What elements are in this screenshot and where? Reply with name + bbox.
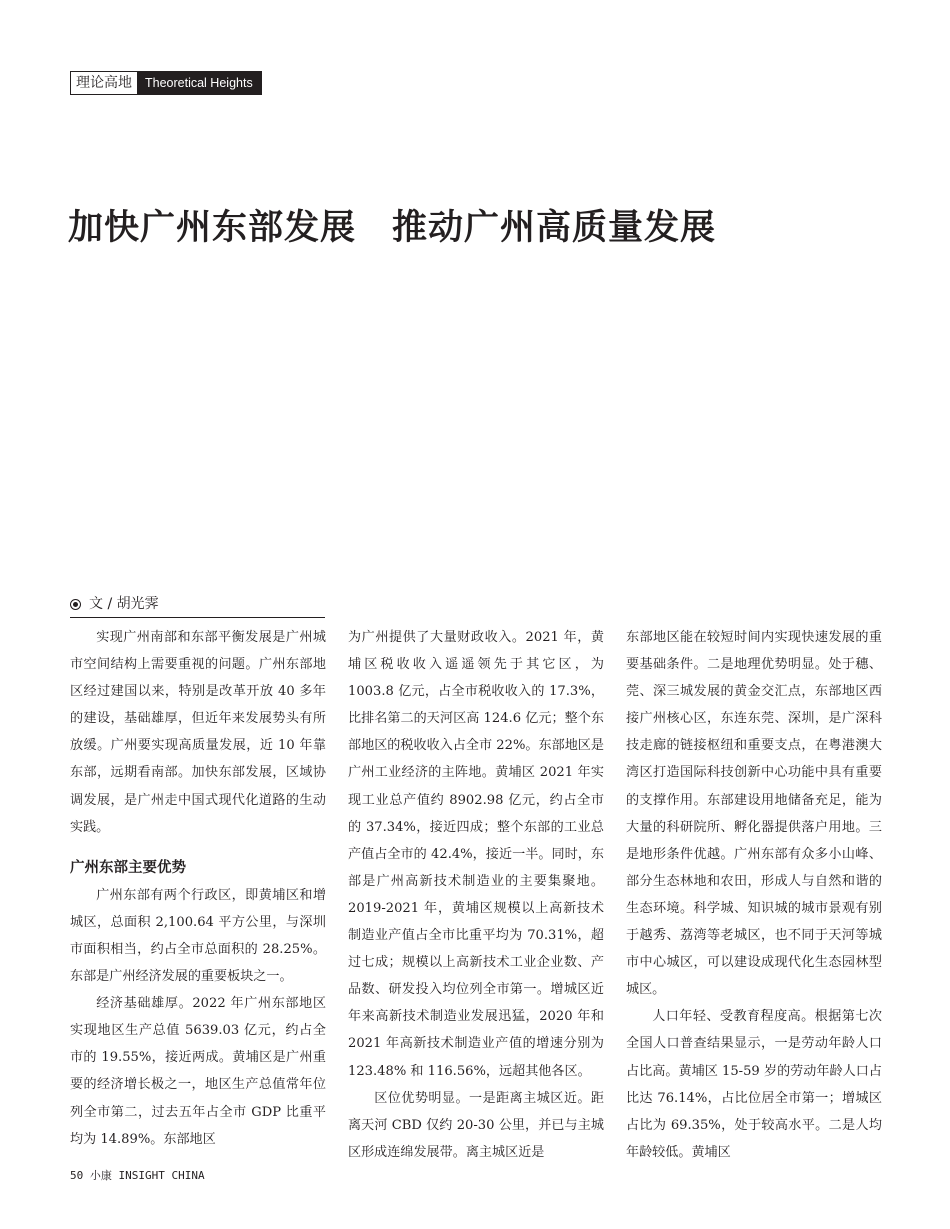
section-heading: 广州东部主要优势 xyxy=(70,859,186,876)
paragraph: 东部地区能在较短时间内实现快速发展的重要基础条件。二是地理优势明显。处于穗、莞、深三城发展的黄金交汇点，东部地区西接广州核心区，东连东莞、深圳，是广深科技走廊的链接枢纽和重要支点，在粤港澳大湾区打造国际科技创新中心功能中具有重要的支撑作用。东部建设用地储备充足，能为大量的科研院所、孵化器提供落户用地。三是地形条件优越。广州东部有众多小山峰、部分生态林地和农田，形成人与自然和谐的生态环境。科学城、知识城的城市景观有别于越秀、荔湾等老城区，也不同于天河等城市中心城区，可以建设成现代化生态园林型城区。 xyxy=(626,630,882,998)
paragraph: 人口年轻、受教育程度高。根据第七次全国人口普查结果显示，一是劳动年龄人口占比高。黄埔区 15-59 岁的劳动年龄人口占比达 76.14%，占比位居全市第一；增城区占比为 69.35%，处于较高水平。二是人均年龄较低。黄埔区 xyxy=(626,1009,882,1160)
bullet-icon xyxy=(70,599,81,610)
page-footer: 50 小康 INSIGHT CHINA xyxy=(70,1169,205,1182)
paragraph: 经济基础雄厚。2022 年广州东部地区实现地区生产总值 5639.03 亿元，约占全市的 19.55%，接近两成。黄埔区是广州重要的经济增长极之一，地区生产总值常年位列全市第二，过去五年占全市 GDP 比重平均为 14.89%。东部地区 xyxy=(70,996,326,1147)
text-column-1 xyxy=(70,624,326,1153)
paragraph: 为广州提供了大量财政收入。2021 年，黄埔区税收收入遥遥领先于其它区，为 1003.8 亿元，占全市税收收入的 17.3%，比排名第二的天河区高 124.6 亿元；整个东部地区的税收收入占全市 22%。东部地区是广州工业经济的主阵地。黄埔区 2021 年实现工业总产值约 8902.98 亿元，约占全市的 37.34%，接近四成；整个东部的工业总产值占全市的 42.4%，接近一半。同时，东部是广州高新技术制造业的主要集聚地。2019-2021 年，黄埔区规模以上高新技术制造业产值占全市比重平均为 70.31%，超过七成；规模以上高新技术工业企业数、产品数、研发投入均位列全市第一。增城区近年来高新技术制造业发展迅猛，2020 年和 2021 年高新技术制造业产值的增速分别为 123.48% 和 116.56%，远超其他各区。 xyxy=(348,630,604,1079)
article-title: 加快广州东部发展 推动广州高质量发展 xyxy=(68,208,717,248)
section-tag-zh: 理论高地 xyxy=(71,72,137,94)
text-column-2 xyxy=(348,624,604,1166)
paragraph: 区位优势明显。一是距离主城区近。距离天河 CBD 仅约 20-30 公里，并已与主城区形成连绵发展带。离主城区近是 xyxy=(348,1090,604,1160)
byline xyxy=(70,594,325,618)
section-tag xyxy=(70,71,262,95)
section-tag-en: Theoretical Heights xyxy=(137,72,261,94)
byline-text: 文 / 胡光霁 xyxy=(89,596,159,612)
paragraph: 实现广州南部和东部平衡发展是广州城市空间结构上需要重视的问题。广州东部地区经过建国以来，特别是改革开放 40 多年的建设，基础雄厚，但近年来发展势头有所放缓。广州要实现高质量发展，近 10 年靠东部，远期看南部。加快东部发展，区域协调发展，是广州走中国式现代化道路的生动实践。 xyxy=(70,630,326,835)
paragraph: 广州东部有两个行政区，即黄埔区和增城区，总面积 2,100.64 平方公里，与深圳市面积相当，约占全市总面积的 28.25%。东部是广州经济发展的重要板块之一。 xyxy=(70,887,326,985)
text-column-3 xyxy=(626,624,882,1166)
